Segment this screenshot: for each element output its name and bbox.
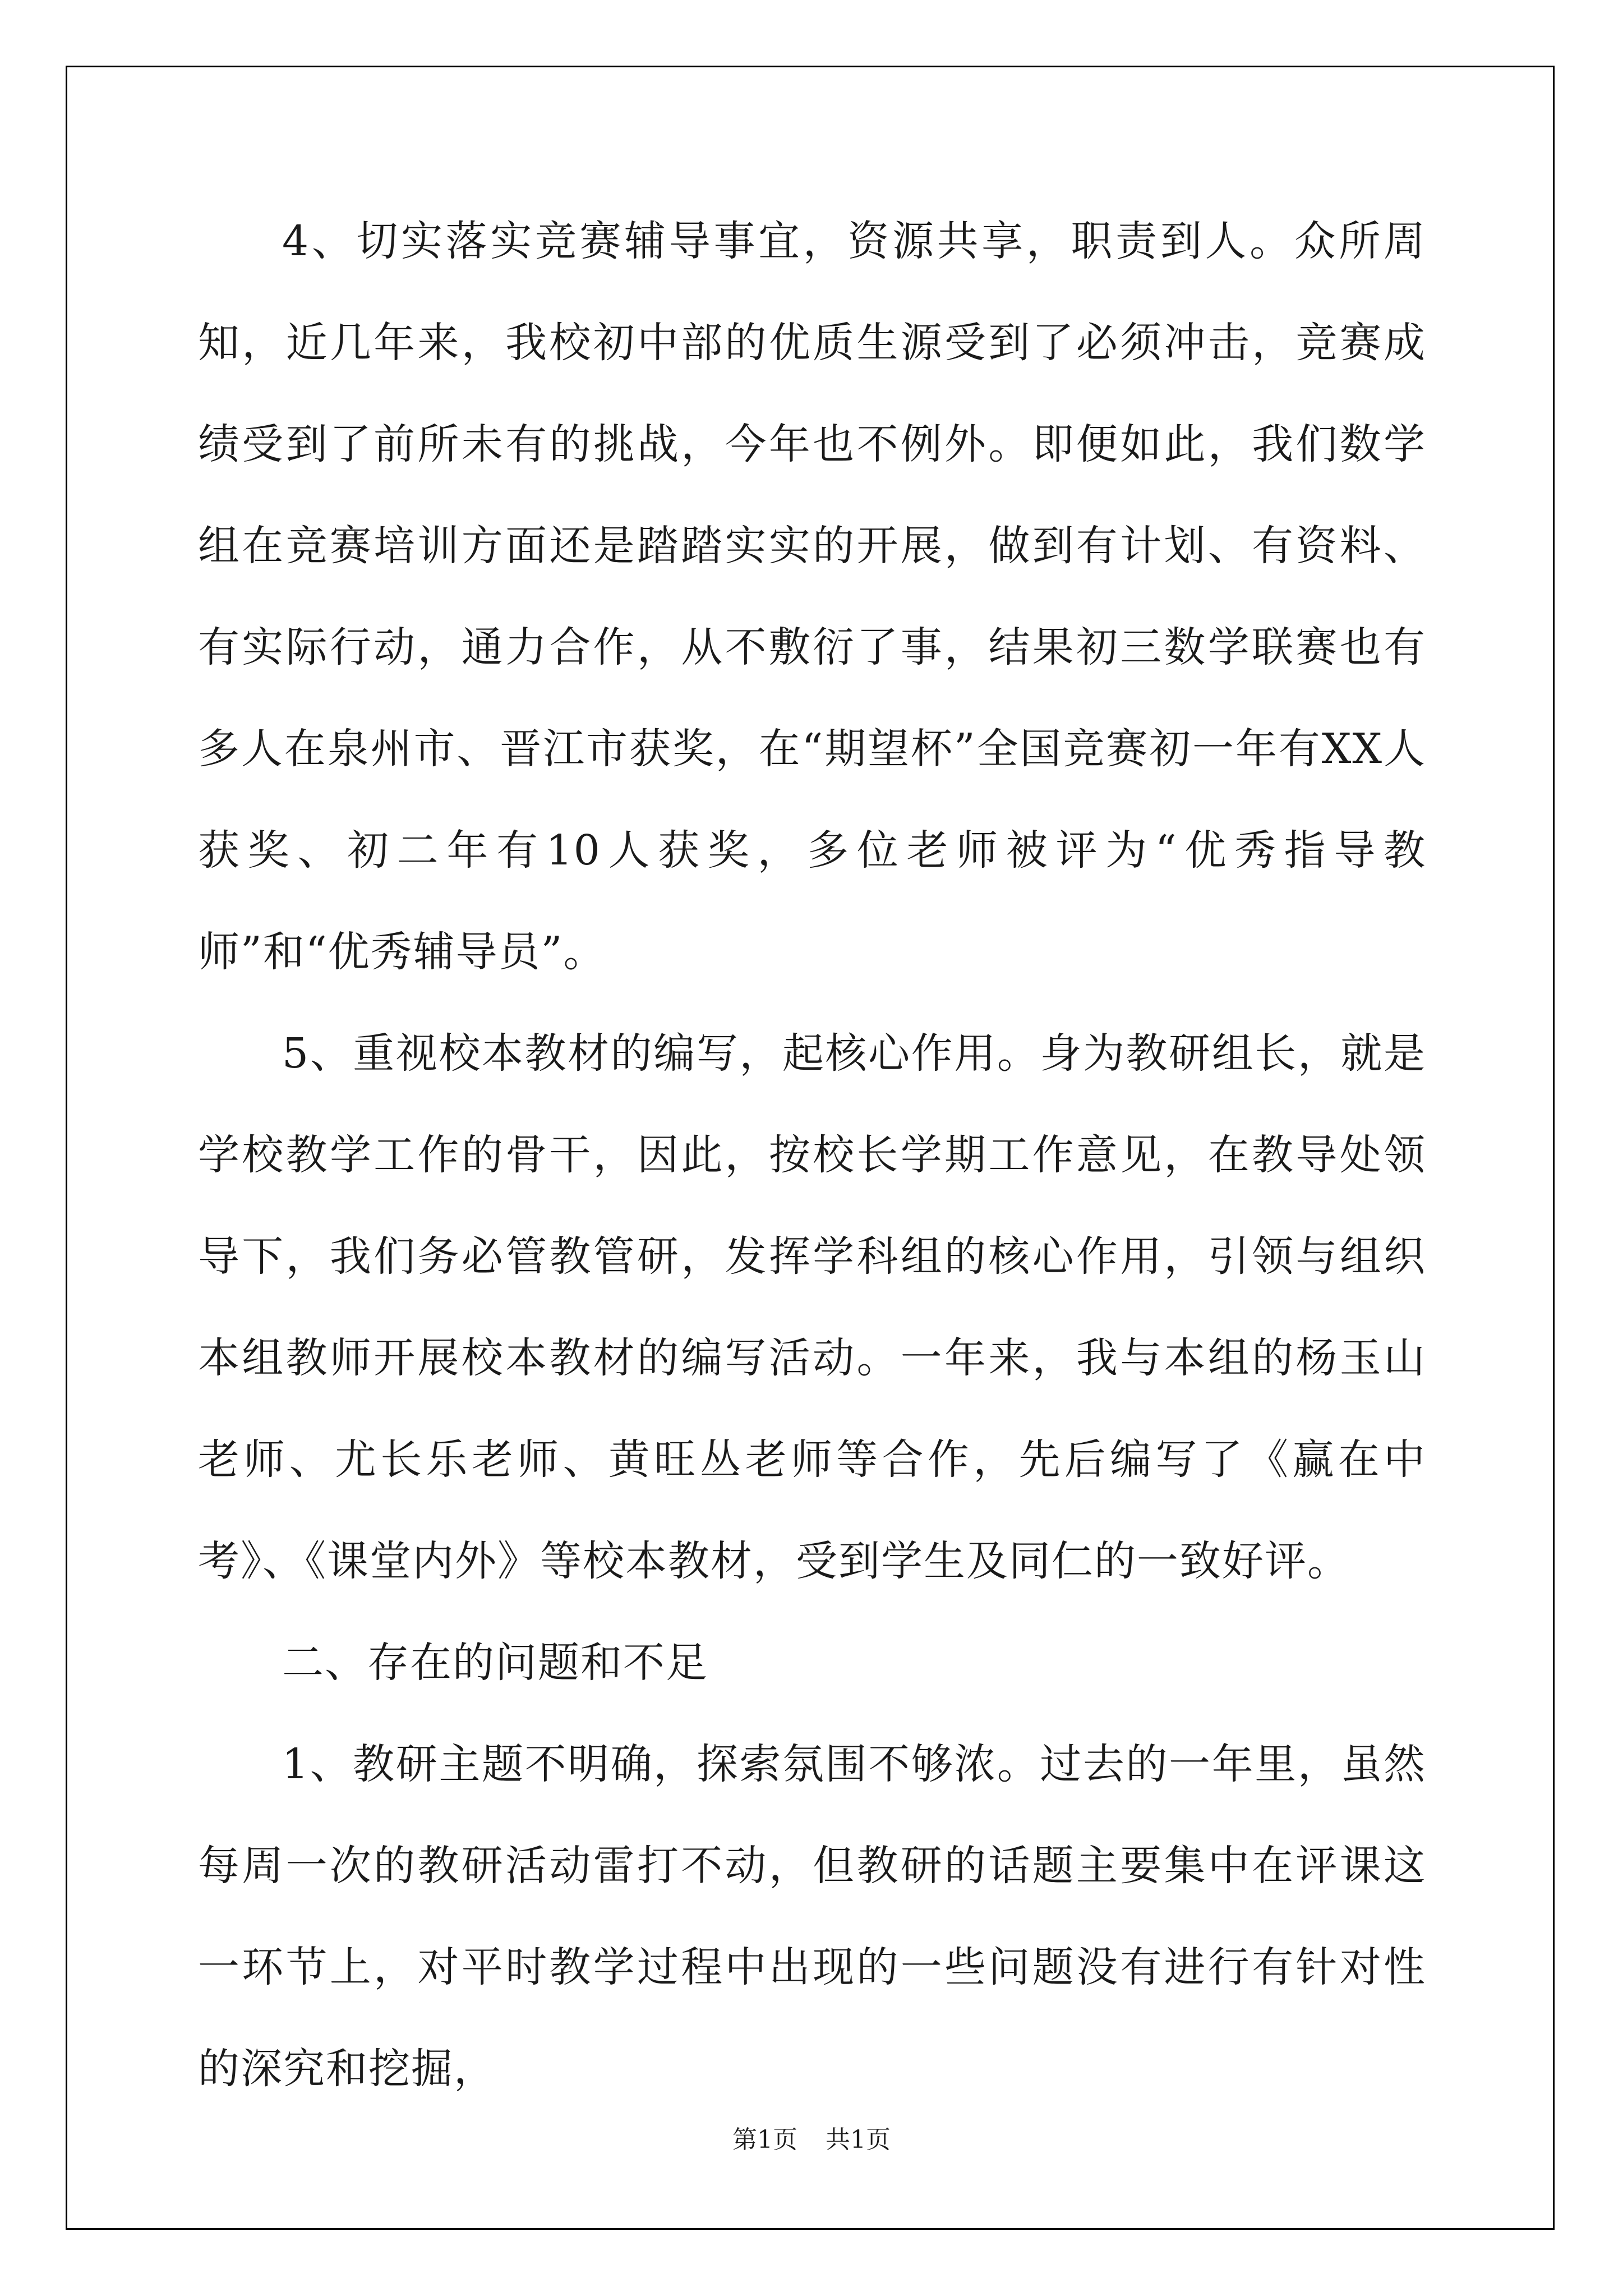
paragraph-textbook: 5、重视校本教材的编写，起核心作用。身为教研组长，就是学校教学工作的骨干，因此，按校长学期工作意见，在教导处领导下，我们务必管教管研，发挥学科组的核心作用，引领与组织本组教师开展校本教材的编写活动。一年来，我与本组的杨玉山老师、尤长乐老师、黄旺丛老师等合作，先后编写了《赢在中考》、《课堂内外》等校本教材，受到学生及同仁的一致好评。	[198, 1029, 1426, 1585]
section-heading-problems: 二、存在的问题和不足	[282, 1639, 708, 1687]
page-number: 第1页	[732, 2125, 797, 2154]
page-total: 共1页	[826, 2125, 891, 2154]
paragraph-research-topic: 1、教研主题不明确，探索氛围不够浓。过去的一年里，虽然每周一次的教研活动雷打不动，但教研的话题主要集中在评课这一环节上，对平时教学过程中出现的一些问题没有进行有针对性的深究和挖掘，	[198, 1740, 1426, 2093]
paragraph-competition: 4、切实落实竞赛辅导事宜，资源共享，职责到人。众所周知，近几年来，我校初中部的优质生源受到了必须冲击，竞赛成绩受到了前所未有的挑战，今年也不例外。即便如此，我们数学组在竞赛培训方面还是踏踏实实的开展，做到有计划、有资料、有实际行动，通力合作，从不敷衍了事，结果初三数学联赛也有多人在泉州市、晋江市获奖，在“期望杯”全国竞赛初一年有XX人获奖、初二年有10人获奖，多位老师被评为“优秀指导教师”和“优秀辅导员”。	[198, 217, 1426, 976]
page-footer	[0, 2119, 1623, 2155]
document-body	[198, 191, 1426, 2120]
